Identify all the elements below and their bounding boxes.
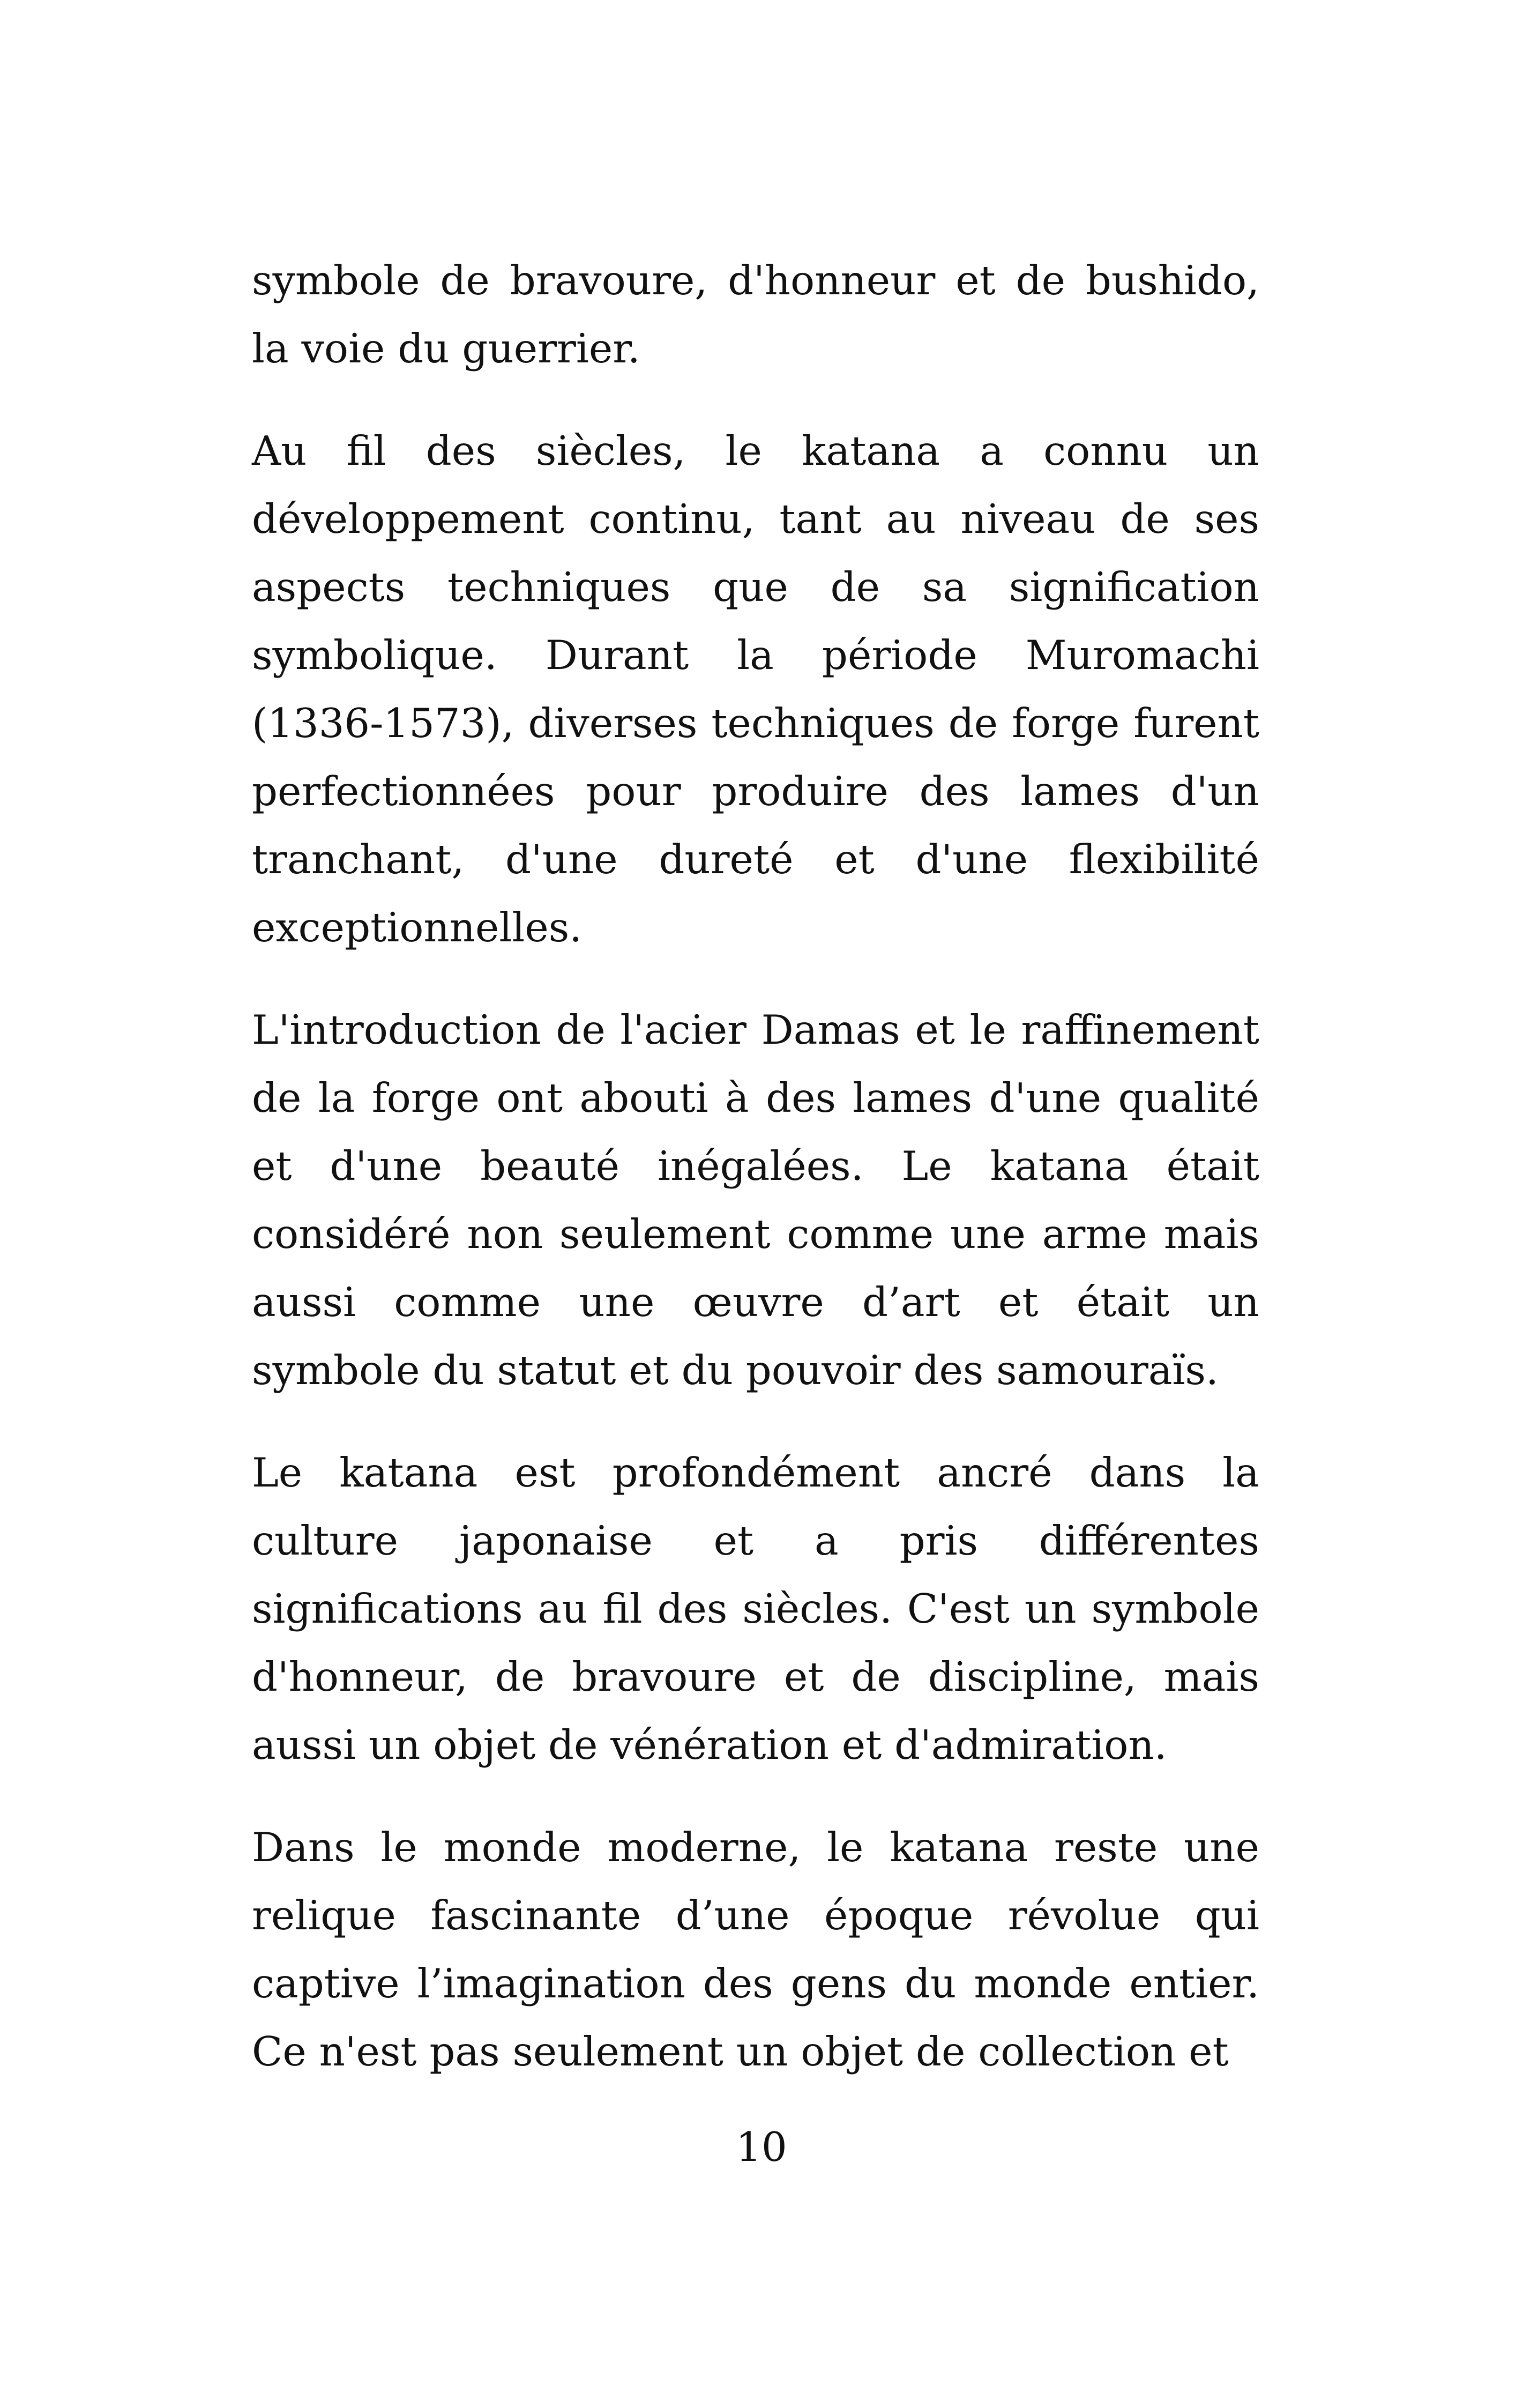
paragraph-1: symbole de bravoure, d'honneur et de bushido, la voie du guerrier. (252, 257, 1259, 372)
paragraph-4: Le katana est profondément ancré dans la culture japonaise et a pris différentes significations au fil des siècles. C'est un symbole d'honneur, de bravoure et de discipline, mais aussi un objet de vénération et d'admiration. (252, 1449, 1259, 1768)
paragraph-5: Dans le monde moderne, le katana reste une relique fascinante d’une époque révolue qui captive l’imagination des gens du monde entier. Ce n'est pas seulement un objet de collection et (252, 1824, 1259, 2075)
paragraph-2: Au fil des siècles, le katana a connu un développement continu, tant au niveau de ses aspects techniques que de sa signification symbolique. Durant la période Muromachi (1336-1573), diverses techniques de forge furent perfectionnées pour produire des lames d'un tranchant, d'une dureté et d'une flexibilité exceptionnelles. (252, 427, 1259, 951)
body-text (252, 247, 1259, 2086)
page-number: 10 (736, 2123, 787, 2171)
paragraph-3: L'introduction de l'acier Damas et le raffinement de la forge ont abouti à des lames d'une qualité et d'une beauté inégalées. Le katana était considéré non seulement comme une arme mais aussi comme une œuvre d’art et était un symbole du statut et du pouvoir des samouraïs. (252, 1006, 1259, 1394)
